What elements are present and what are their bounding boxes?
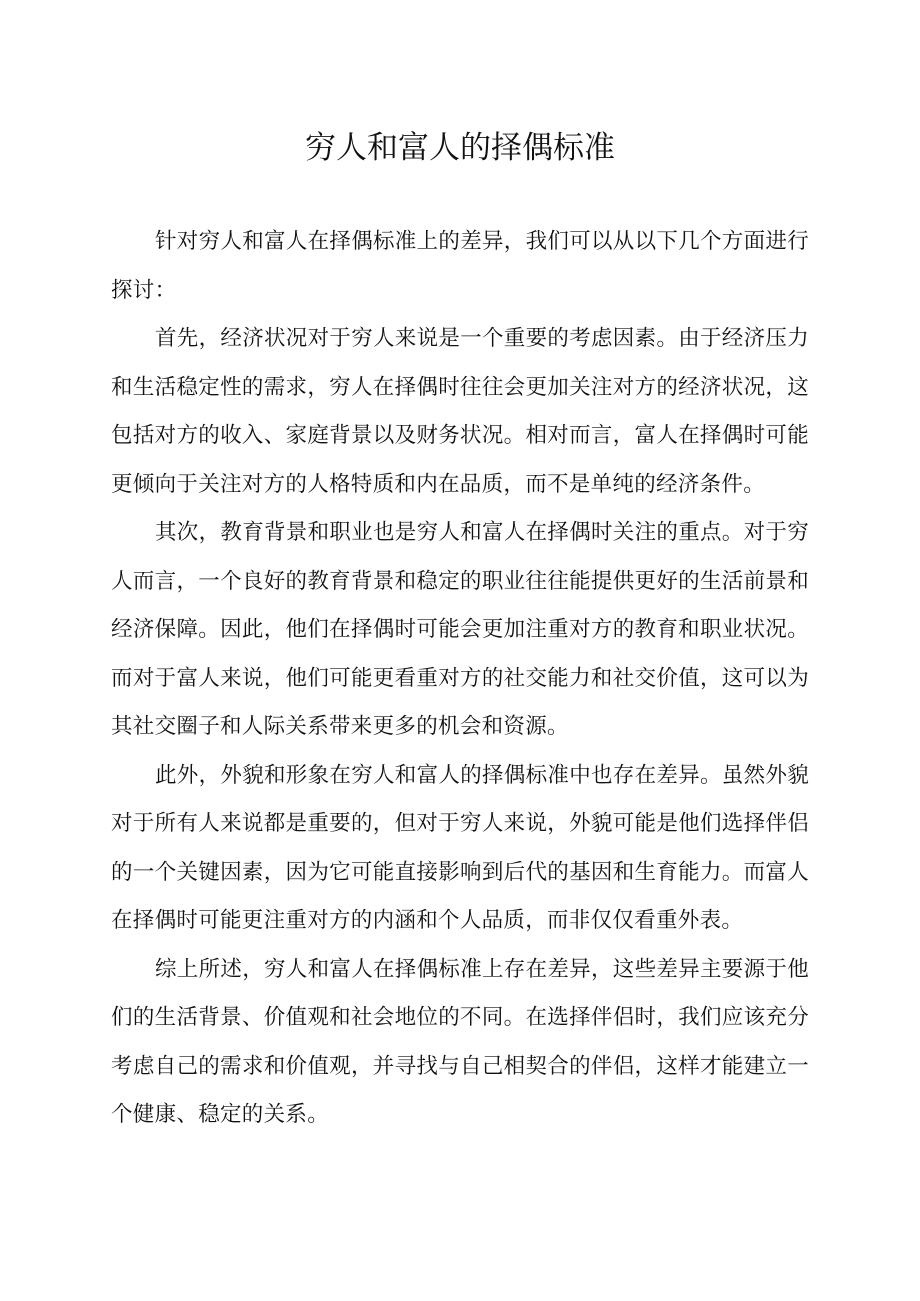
page-title: 穷人和富人的择偶标准 (305, 130, 615, 166)
paragraph-conclusion: 综上所述，穷人和富人在择偶标准上存在差异，这些差异主要源于他们的生活背景、价值观和社会地位的不同。在选择伴侣时，我们应该充分考虑自己的需求和价值观，并寻找与自己相契合的伴侣，这样才能建立一个健康、稳定的关系。 (111, 956, 810, 1127)
paragraph-intro: 针对穷人和富人在择偶标准上的差异，我们可以从以下几个方面进行探讨： (111, 229, 810, 303)
paragraph-economic: 首先，经济状况对于穷人来说是一个重要的考虑因素。由于经济压力和生活稳定性的需求，穷人在择偶时往往会更加关注对方的经济状况，这包括对方的收入、家庭背景以及财务状况。相对而言，富人在择偶时可能更倾向于关注对方的人格特质和内在品质，而不是单纯的经济条件。 (111, 326, 810, 497)
paragraph-education: 其次，教育背景和职业也是穷人和富人在择偶时关注的重点。对于穷人而言，一个良好的教育背景和稳定的职业往往能提供更好的生活前景和经济保障。因此，他们在择偶时可能会更加注重对方的教育和职业状况。而对于富人来说，他们可能更看重对方的社交能力和社交价值，这可以为其社交圈子和人际关系带来更多的机会和资源。 (111, 520, 810, 739)
article-body (111, 218, 809, 1140)
paragraph-appearance: 此外，外貌和形象在穷人和富人的择偶标准中也存在差异。虽然外貌对于所有人来说都是重要的，但对于穷人来说，外貌可能是他们选择伴侣的一个关键因素，因为它可能直接影响到后代的基因和生育能力。而富人在择偶时可能更注重对方的内涵和个人品质，而非仅仅看重外表。 (111, 762, 810, 933)
